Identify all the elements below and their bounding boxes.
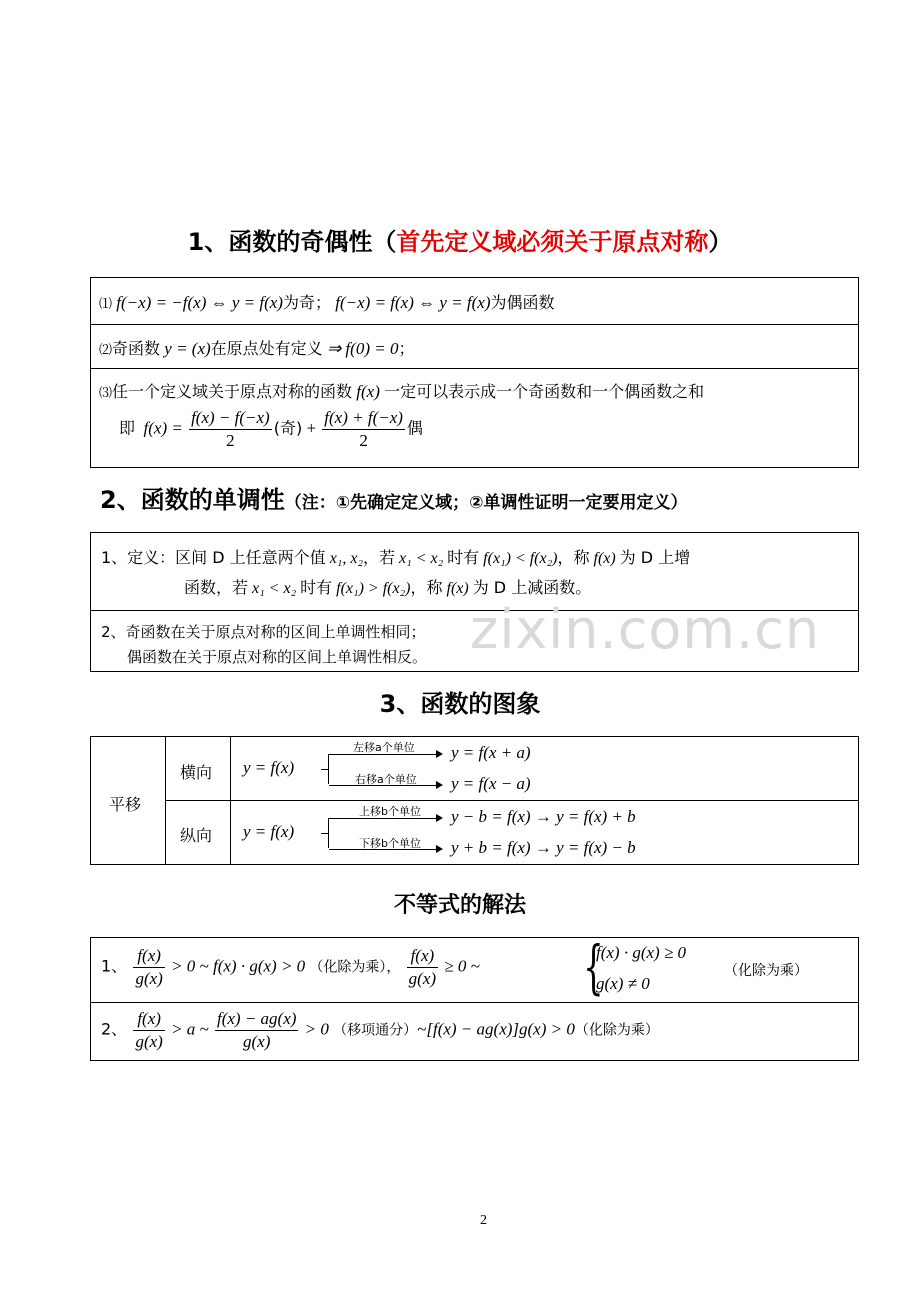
- base-function: y = f(x): [243, 758, 295, 777]
- def-text-g: 函数，若: [184, 578, 249, 597]
- fraction-numerator: f(x) − ag(x): [215, 1008, 298, 1031]
- fraction-denominator: g(x): [243, 1032, 271, 1051]
- odd-monotonic-text: 2、奇函数在关于原点对称的区间上单调性相同；: [101, 623, 426, 641]
- def-text-e: 为 D 上增: [619, 548, 691, 567]
- def-text-a: 1、定义：区间 D 上任意两个值: [101, 548, 326, 567]
- formula-x1-lt-x2: x₁ < x₂: [252, 580, 297, 597]
- def-text-b: ，若: [363, 548, 396, 567]
- inequality-row-2-content: [101, 1008, 659, 1053]
- formula-odd: f(−x) = −f(x) ⇔ y = f(x): [116, 293, 283, 312]
- shift-cell: [91, 737, 166, 864]
- parity-row-2: [91, 324, 858, 368]
- inequality-row-1: [91, 933, 858, 1002]
- item-number: 2、: [101, 1019, 128, 1039]
- fraction-f-over-g: [133, 945, 164, 990]
- fraction-denominator: 2: [359, 431, 368, 450]
- section1-title-close: ）: [708, 228, 733, 256]
- parity-row-2-content: [99, 336, 414, 359]
- section1-title-text: 1、函数的奇偶性（: [187, 228, 397, 256]
- def-text-d: ，称: [557, 548, 590, 567]
- text-odd-function: 奇函数: [112, 339, 161, 358]
- section2-title-text: 2、函数的单调性: [100, 486, 285, 514]
- vertical-cell: [166, 801, 231, 864]
- fraction-shifted: [215, 1008, 298, 1053]
- note-divide-to-multiply: （化除为乘）: [724, 963, 808, 979]
- arrow-right-icon: [329, 818, 441, 819]
- formula-f-lt: f(x₁) < f(x₂): [483, 550, 558, 567]
- watermark: zixin.com.cn: [470, 598, 821, 661]
- shift-right-label: 右移a个单位: [355, 773, 417, 786]
- fraction-even-part: [322, 407, 405, 452]
- shift-left-label: 左移a个单位: [353, 741, 415, 754]
- def-text-i: ，称: [410, 578, 443, 597]
- definition-line-2: [184, 575, 591, 598]
- separator: ；: [315, 293, 332, 312]
- fraction-f-over-g: [133, 1008, 164, 1053]
- fraction-denominator: 2: [226, 431, 235, 450]
- fraction-denominator: g(x): [135, 969, 163, 988]
- shift-down-label: 下移b个单位: [359, 837, 421, 850]
- condition-product-geq: f(x) · g(x) ≥ 0: [596, 943, 687, 962]
- text-odd-label: (奇): [273, 418, 303, 438]
- parity-row-3-line-1: [99, 379, 704, 402]
- fraction-denominator: g(x): [408, 969, 437, 988]
- note-divide-to-multiply: （化除为乘），: [309, 959, 401, 976]
- left-brace: {: [583, 933, 604, 1001]
- formula-f-gt: f(x₁) > f(x₂): [336, 580, 411, 597]
- formula-lhs: f(x) =: [143, 418, 183, 438]
- item-number: ⑶: [99, 385, 113, 400]
- formula-fx: f(x): [593, 550, 616, 567]
- parity-row-1-content: [99, 290, 555, 313]
- shift-up-result: y − b = f(x) → y = f(x) + b: [451, 807, 636, 826]
- section4-title: 不等式的解法: [393, 893, 526, 918]
- definition-line-1: [101, 545, 690, 568]
- formula-gt-zero: > 0: [304, 1019, 329, 1039]
- section2-title-note: （注：①先确定定义域；②单调性证明一定要用定义）: [284, 493, 688, 513]
- item-number: ⑴: [99, 296, 113, 311]
- text-odd: 为奇: [282, 293, 315, 312]
- def-text-j: 为 D 上减函数。: [472, 578, 592, 597]
- text-even-label: 偶: [406, 418, 423, 438]
- section3-title: 3、函数的图象: [379, 690, 541, 718]
- formula-geq-zero: ≥ 0 ~: [444, 956, 480, 976]
- formula-y: y = (x): [164, 339, 211, 358]
- formula-gt-a: > a ~: [171, 1019, 209, 1039]
- text-ji: 即: [119, 418, 136, 438]
- branch-stem: [321, 833, 329, 834]
- branch-bracket: [328, 818, 336, 848]
- formula-product-positive: > 0 ~ f(x) · g(x) > 0: [171, 956, 306, 976]
- horizontal-label: 横向: [180, 763, 213, 782]
- formula-even: f(−x) = f(x) ⇔ y = f(x): [335, 293, 491, 312]
- shift-up-label: 上移b个单位: [359, 805, 421, 818]
- shift-down-result: y + b = f(x) → y = f(x) − b: [451, 838, 636, 857]
- item-number: 1、: [101, 956, 128, 976]
- shift-right-result: y = f(x − a): [451, 774, 531, 793]
- graph-shift-table: [90, 736, 859, 865]
- separator: ；: [398, 339, 415, 358]
- branch-bracket: [328, 754, 336, 784]
- inequality-row-2: [91, 1002, 858, 1062]
- fraction-numerator: f(x): [407, 945, 438, 968]
- text-even: 为偶函数: [490, 293, 555, 312]
- item-number: ⑵: [99, 342, 113, 357]
- parity-row-1: [91, 278, 858, 324]
- formula-x1-lt-x2: x₁ < x₂: [399, 550, 444, 567]
- even-monotonic-text: 偶函数在关于原点对称的区间上单调性相反。: [127, 648, 428, 666]
- formula-x1x2: x₁, x₂: [329, 550, 364, 567]
- fraction-numerator: f(x) − f(−x): [189, 407, 272, 430]
- shift-label: 平移: [109, 795, 142, 814]
- section1-title-highlight: 首先定义域必须关于原点对称: [396, 228, 709, 256]
- text-defined-at-origin: 在原点处有定义: [210, 339, 323, 358]
- base-function: y = f(x): [243, 822, 295, 841]
- fraction-numerator: f(x): [133, 1008, 164, 1031]
- inequality-row-1-content: [101, 945, 480, 990]
- horizontal-shift-content: [231, 737, 858, 801]
- arrow-right-icon: [329, 785, 441, 786]
- fraction-numerator: f(x): [133, 945, 164, 968]
- arrow-right-icon: [329, 849, 441, 850]
- shift-left-result: y = f(x + a): [451, 743, 531, 762]
- arrow-right-icon: [329, 754, 441, 755]
- horizontal-cell: [166, 737, 231, 801]
- text-decompose: 一定可以表示成一个奇函数和一个偶函数之和: [384, 382, 705, 401]
- note-common-denominator: （移项通分）: [333, 1022, 418, 1039]
- formula-fx: f(x): [446, 580, 469, 597]
- fraction-numerator: f(x) + f(−x): [322, 407, 405, 430]
- note-divide-to-multiply: （化除为乘）: [574, 1022, 659, 1039]
- inequality-table: [90, 933, 859, 1061]
- formula-product-form: ~[f(x) − ag(x)]g(x) > 0: [417, 1019, 575, 1039]
- fraction-odd-part: [189, 407, 272, 452]
- vertical-label: 纵向: [180, 826, 213, 845]
- parity-row-3-line-2: [119, 407, 423, 452]
- parity-row-3: [91, 368, 858, 469]
- vertical-shift-content: [231, 801, 858, 864]
- parity-table: [90, 277, 859, 468]
- condition-g-neq-zero: g(x) ≠ 0: [596, 974, 650, 993]
- formula-f0: ⇒ f(0) = 0: [326, 339, 399, 358]
- page-number: 2: [480, 1213, 487, 1228]
- def-text-h: 时有: [300, 578, 333, 597]
- plus-sign: +: [306, 418, 317, 438]
- fraction-denominator: g(x): [135, 1032, 163, 1051]
- fraction-f-over-g: [407, 945, 438, 990]
- section2-title: [100, 480, 688, 515]
- def-text-c: 时有: [447, 548, 480, 567]
- formula-fx: f(x): [356, 382, 380, 401]
- section1-title: [0, 222, 920, 257]
- text-any-function: 任一个定义域关于原点对称的函数: [112, 382, 353, 401]
- branch-stem: [321, 769, 329, 770]
